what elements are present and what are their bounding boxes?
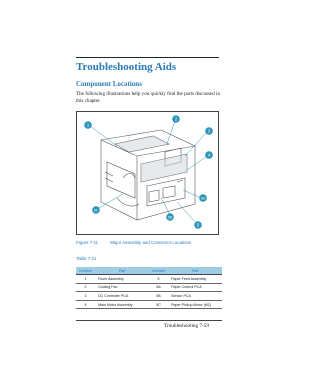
- figure-number: Figure 7-11: [76, 240, 99, 245]
- column-header: Part: [168, 267, 222, 275]
- printer-illustration: [77, 112, 220, 236]
- callout-2: [172, 115, 180, 123]
- callout-3: [205, 127, 213, 135]
- table-cell: 2: [76, 283, 95, 292]
- footer-rule: [76, 320, 222, 321]
- table-caption: Table 7-21: [76, 256, 97, 261]
- table-cell: DC Controller PCA: [95, 292, 149, 301]
- figure-frame: [76, 111, 219, 235]
- table-row: [76, 283, 222, 292]
- table-cell: Paper Pickup Motor (M2): [168, 300, 222, 309]
- table-cell: Main Motor Assembly: [95, 300, 149, 309]
- svg-text:1: 1: [86, 122, 90, 128]
- table-cell: 5B: [149, 292, 168, 301]
- table-cell: Paper Control PCA: [168, 283, 222, 292]
- svg-text:4: 4: [207, 152, 211, 158]
- table-row: [76, 275, 222, 284]
- callout-5a: [199, 194, 207, 202]
- top-rule: [76, 57, 219, 58]
- table-cell: 5C: [149, 300, 168, 309]
- table-cell: Fuser Assembly: [95, 275, 149, 284]
- svg-text:5B: 5B: [168, 215, 172, 220]
- svg-text:5: 5: [196, 222, 200, 228]
- column-header: Number: [149, 267, 168, 275]
- figure-caption: [76, 240, 191, 245]
- table-header-row: [76, 267, 222, 275]
- section-heading: Component Locations: [76, 80, 142, 88]
- page-title: Troubleshooting Aids: [76, 61, 177, 73]
- svg-text:5A: 5A: [201, 196, 205, 201]
- svg-text:3: 3: [207, 128, 211, 134]
- parts-table: [76, 267, 222, 309]
- callout-5b: [166, 213, 174, 221]
- callout-4: [205, 151, 213, 159]
- svg-text:5C: 5C: [93, 208, 99, 213]
- figure-caption-text: Major Assembly and Connector Locations: [110, 240, 192, 245]
- table-cell: Paper Feed Assembly: [168, 275, 222, 284]
- table-cell: 5A: [149, 283, 168, 292]
- callout-5: [194, 221, 202, 229]
- table-row: [76, 292, 222, 301]
- svg-text:2: 2: [174, 116, 178, 122]
- table-cell: Sensor PCA: [168, 292, 222, 301]
- table-cell: 4: [76, 300, 95, 309]
- table-cell: 1: [76, 275, 95, 284]
- intro-paragraph: The following illustrations help you quickly find the parts discussed in this chapter.: [76, 91, 221, 104]
- table-cell: 3: [76, 292, 95, 301]
- table-cell: 5: [149, 275, 168, 284]
- table-cell: Cooling Fan: [95, 283, 149, 292]
- table-row: [76, 300, 222, 309]
- page-footer: Troubleshooting 7-59: [164, 323, 209, 329]
- callout-1: [84, 121, 92, 129]
- callout-5c: [92, 206, 100, 214]
- column-header: Part: [95, 267, 149, 275]
- column-header: Number: [76, 267, 95, 275]
